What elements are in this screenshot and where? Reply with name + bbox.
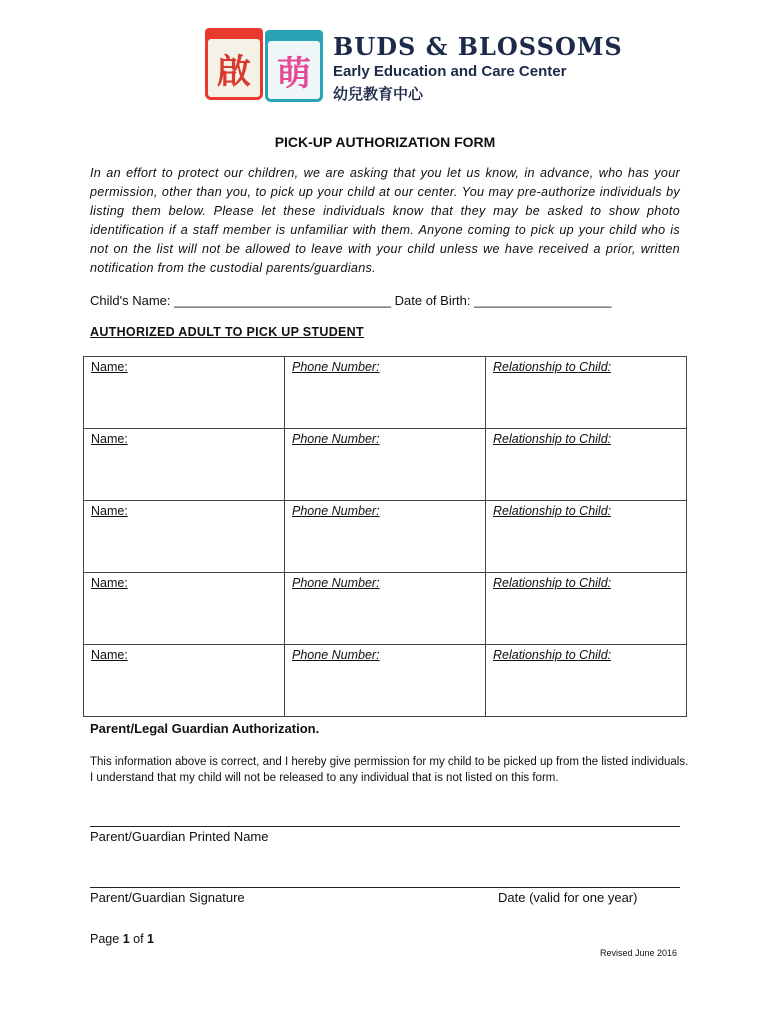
- name-cell[interactable]: [84, 645, 285, 717]
- adult-row: [84, 501, 687, 573]
- page-current: 1: [122, 932, 130, 946]
- name-cell-label: Name:: [91, 504, 128, 518]
- intro-paragraph: In an effort to protect our children, we are asking that you let us know, in advance, who has your permission, other than you, to pick up your child at our center. You may pre-authorize individuals by listing them below. Please let these individuals know that they may be asked to show photo identification if a staff member is unfamiliar with them. Anyone coming to pick up your child who is not on the list will not be allowed to leave with your child unless we have received a prior, written notification from the custodial parents/guardians.: [90, 166, 680, 275]
- logo-brand: BUDS & BLOSSOMS: [333, 32, 623, 61]
- form-title: PICK-UP AUTHORIZATION FORM: [274, 134, 496, 150]
- relationship-cell[interactable]: [486, 429, 687, 501]
- adult-row: [84, 429, 687, 501]
- phone-cell-label: Phone Number:: [292, 432, 380, 446]
- date-label: Date (valid for one year): [498, 890, 638, 905]
- name-cell[interactable]: [84, 501, 285, 573]
- page-number: [90, 932, 154, 946]
- guardian-authorization-text: This information above is correct, and I hereby give permission for my child to be picked up from the listed individuals. I understand that my child will not be released to any individual that is not listed on this form.: [90, 756, 689, 784]
- phone-cell-label: Phone Number:: [292, 648, 380, 662]
- logo-block-left-char: 啟: [205, 36, 263, 100]
- revised-date: Revised June 2016: [600, 948, 678, 958]
- adult-row: [84, 573, 687, 645]
- logo-block-right-char: 萌: [265, 38, 323, 102]
- guardian-authorization-heading: Parent/Legal Guardian Authorization.: [90, 721, 320, 736]
- name-cell-label: Name:: [91, 648, 128, 662]
- relationship-cell-label: Relationship to Child:: [493, 432, 612, 446]
- adult-row: [84, 645, 687, 717]
- logo-chinese: 幼兒教育中心: [333, 85, 424, 103]
- relationship-cell[interactable]: [486, 357, 687, 429]
- phone-cell-label: Phone Number:: [292, 504, 380, 518]
- page-of: of: [133, 932, 144, 946]
- authorized-adults-table: [83, 356, 687, 717]
- phone-cell[interactable]: [285, 573, 486, 645]
- child-name-dob-line: Child's Name: ______________________________ Date of Birth: ___________________: [90, 293, 612, 308]
- name-cell[interactable]: [84, 357, 285, 429]
- phone-cell[interactable]: [285, 501, 486, 573]
- relationship-cell-label: Relationship to Child:: [493, 576, 612, 590]
- signature-line[interactable]: [90, 887, 680, 888]
- relationship-cell-label: Relationship to Child:: [493, 648, 612, 662]
- phone-cell-label: Phone Number:: [292, 360, 380, 374]
- relationship-cell-label: Relationship to Child:: [493, 360, 612, 374]
- name-cell[interactable]: [84, 573, 285, 645]
- authorized-adult-heading: AUTHORIZED ADULT TO PICK UP STUDENT: [90, 325, 364, 339]
- page-total: 1: [147, 932, 154, 946]
- phone-cell-label: Phone Number:: [292, 576, 380, 590]
- name-cell-label: Name:: [91, 576, 128, 590]
- printed-name-label: Parent/Guardian Printed Name: [90, 829, 269, 844]
- logo: [205, 28, 623, 108]
- phone-cell[interactable]: [285, 357, 486, 429]
- logo-block-right: [265, 38, 323, 102]
- relationship-cell[interactable]: [486, 501, 687, 573]
- name-cell[interactable]: [84, 429, 285, 501]
- relationship-cell-label: Relationship to Child:: [493, 504, 612, 518]
- page-prefix: Page: [90, 932, 120, 946]
- logo-block-left: [205, 36, 263, 100]
- phone-cell[interactable]: [285, 645, 486, 717]
- relationship-cell[interactable]: [486, 573, 687, 645]
- relationship-cell[interactable]: [486, 645, 687, 717]
- name-cell-label: Name:: [91, 360, 128, 374]
- signature-label: Parent/Guardian Signature: [90, 890, 245, 905]
- phone-cell[interactable]: [285, 429, 486, 501]
- printed-name-line[interactable]: [90, 826, 680, 827]
- adult-row: [84, 357, 687, 429]
- logo-text: [333, 32, 623, 104]
- logo-tagline: Early Education and Care Center: [333, 63, 567, 80]
- name-cell-label: Name:: [91, 432, 128, 446]
